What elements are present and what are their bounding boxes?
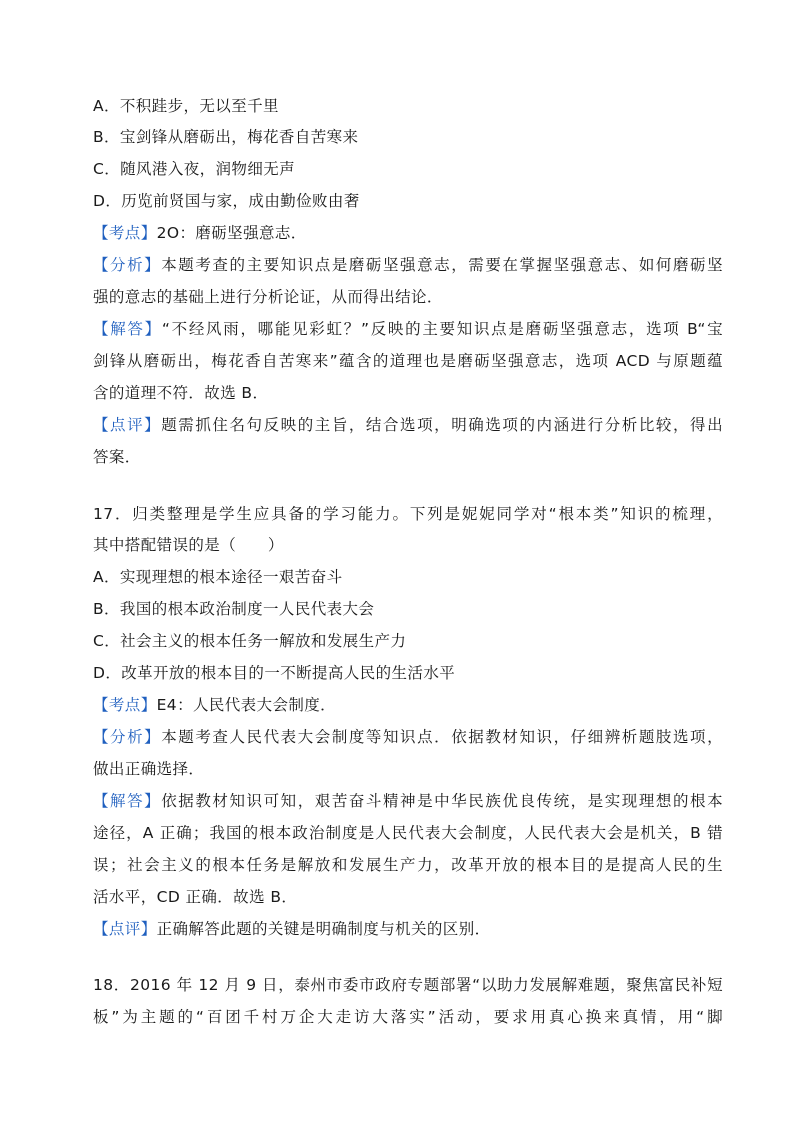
q17-jieda-line1 <box>93 790 723 812</box>
jieda-text: 依据教材知识可知，艰苦奋斗精神是中华民族优良传统，是实现理想的根本 <box>161 792 723 810</box>
kaodian-tag: 【考点】 <box>93 224 157 242</box>
q16-dianping-line1 <box>93 414 723 436</box>
q18-stem-line1: 18．2016 年 12 月 9 日，泰州市委市政府专题部署“以助力发展解难题，聚焦富民补短 <box>93 976 723 994</box>
q16-option-d: D．历览前贤国与家，成由勤俭败由奢 <box>93 192 360 210</box>
jieda-text: “不经风雨，哪能见彩虹？”反映的主要知识点是磨砺坚强意志，选项 B“宝 <box>161 320 723 338</box>
q17-jieda-line3: 误；社会主义的根本任务是解放和发展生产力，改革开放的根本目的是提高人民的生 <box>93 856 723 874</box>
q16-dianping-line2: 答案． <box>93 448 141 466</box>
q17-jieda-line4: 活水平，CD 正确．故选 B． <box>93 888 298 906</box>
q16-jieda-line1 <box>93 318 723 340</box>
kaodian-text: 2O：磨砺坚强意志． <box>156 224 307 242</box>
q17-option-a: A．实现理想的根本途径一艰苦奋斗 <box>93 568 343 586</box>
q17-fenxi-line1 <box>93 726 723 748</box>
q16-jieda-line3: 含的道理不符．故选 B． <box>93 384 269 402</box>
dianping-tag: 【点评】 <box>93 416 162 434</box>
jieda-tag: 【解答】 <box>93 792 162 810</box>
q17-fenxi-line2: 做出正确选择． <box>93 760 205 778</box>
q16-fenxi-line2: 强的意志的基础上进行分析论证，从而得出结论． <box>93 288 443 306</box>
q17-option-d: D．改革开放的根本目的一不断提高人民的生活水平 <box>93 664 456 682</box>
q17-stem-line1: 17．归类整理是学生应具备的学习能力。下列是妮妮同学对“根本类”知识的梳理， <box>93 505 723 523</box>
q16-jieda-line2: 剑锋从磨砺出，梅花香自苦寒来”蕴含的道理也是磨砺坚强意志，选项 ACD 与原题蕴 <box>93 352 723 370</box>
fenxi-text: 本题考查的主要知识点是磨砺坚强意志，需要在掌握坚强意志、如何磨砺坚 <box>161 256 723 274</box>
dianping-text: 正确解答此题的关键是明确制度与机关的区别． <box>156 920 491 938</box>
dianping-text: 题需抓住名句反映的主旨，结合选项，明确选项的内涵进行分析比较，得出 <box>161 416 723 434</box>
kaodian-tag: 【考点】 <box>93 696 157 714</box>
fenxi-tag: 【分析】 <box>93 728 162 746</box>
q17-option-c: C．社会主义的根本任务一解放和发展生产力 <box>93 632 407 650</box>
fenxi-text: 本题考查人民代表大会制度等知识点．依据教材知识，仔细辨析题肢选项， <box>161 728 723 746</box>
q16-option-a: A．不积跬步，无以至千里 <box>93 97 279 115</box>
dianping-tag: 【点评】 <box>93 920 157 938</box>
q17-jieda-line2: 途径，A 正确；我国的根本政治制度是人民代表大会制度，人民代表大会是机关，B 错 <box>93 824 723 842</box>
q17-kaodian <box>93 694 723 716</box>
kaodian-text: E4：人民代表大会制度． <box>156 696 337 714</box>
fenxi-tag: 【分析】 <box>93 256 162 274</box>
q16-option-b: B．宝剑锋从磨砺出，梅花香自苦寒来 <box>93 128 359 146</box>
q16-option-c: C．随风港入夜，润物细无声 <box>93 160 296 178</box>
q18-stem-line2: 板”为主题的“百团千村万企大走访大落实”活动，要求用真心换来真情，用“脚 <box>93 1008 723 1026</box>
jieda-tag: 【解答】 <box>93 320 162 338</box>
q17-dianping <box>93 918 723 940</box>
q16-kaodian <box>93 222 723 244</box>
q17-option-b: B．我国的根本政治制度一人民代表大会 <box>93 600 375 618</box>
q16-fenxi-line1 <box>93 254 723 276</box>
q17-stem-line2: 其中搭配错误的是（ ） <box>93 536 284 554</box>
